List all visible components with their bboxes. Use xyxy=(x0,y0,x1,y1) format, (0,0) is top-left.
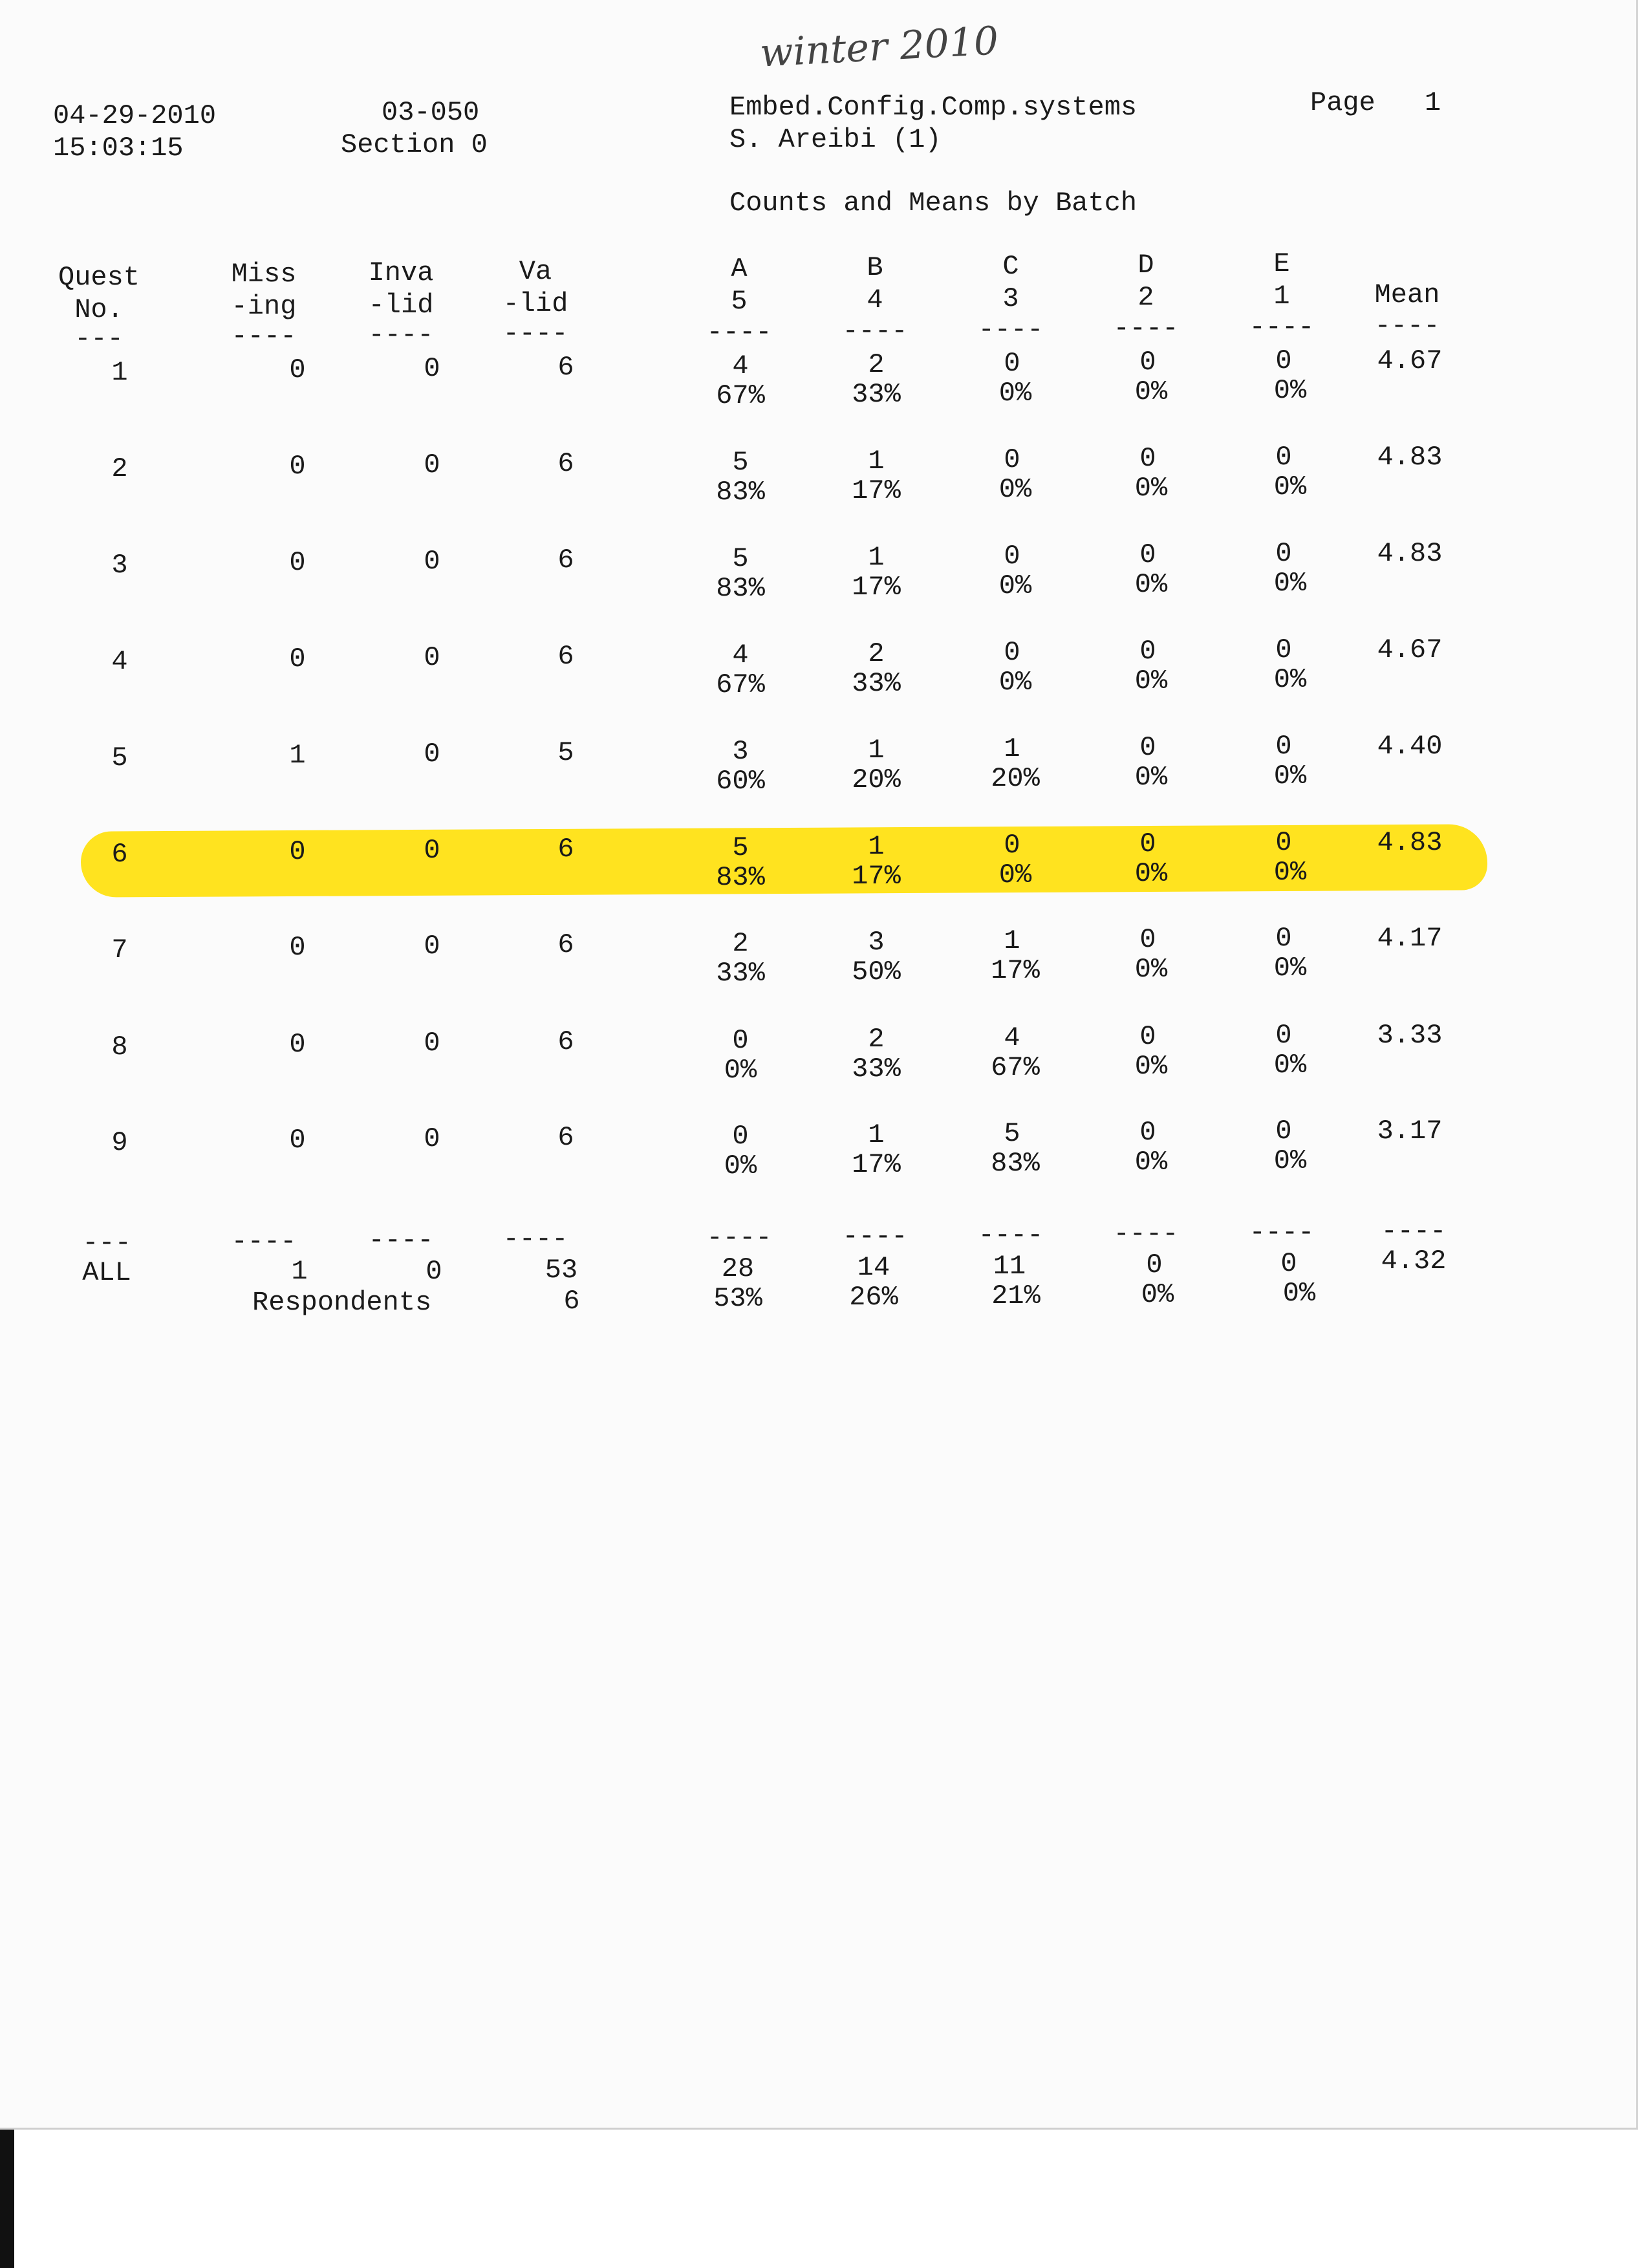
response-count: 0 xyxy=(1004,444,1020,475)
report-time: 15:03:15 xyxy=(53,133,184,164)
response-count: 0 xyxy=(732,1121,749,1152)
response-pct: 0% xyxy=(1273,375,1307,406)
totals-pct-e: 0% xyxy=(1282,1278,1316,1309)
response-pct: 0% xyxy=(1273,761,1307,792)
question-number: 9 xyxy=(111,1127,128,1158)
response-pct: 33% xyxy=(716,958,765,989)
mean-score: 4.40 xyxy=(1377,731,1443,762)
response-pct: 0% xyxy=(1134,1147,1168,1178)
response-pct: 20% xyxy=(852,764,901,795)
response-count: 3 xyxy=(732,736,749,767)
response-pct: 0% xyxy=(1134,473,1168,504)
response-count: 0 xyxy=(1139,1021,1156,1052)
missing-count: 0 xyxy=(289,836,306,867)
response-count: 0 xyxy=(1139,636,1156,667)
response-count: 1 xyxy=(868,831,885,862)
valid-count: 6 xyxy=(557,641,574,672)
response-count: 0 xyxy=(1275,442,1292,473)
missing-count: 0 xyxy=(289,354,306,385)
totals-mean: 4.32 xyxy=(1381,1246,1447,1277)
invalid-count: 0 xyxy=(424,449,440,481)
section-label: Section 0 xyxy=(341,129,488,160)
mean-score: 3.33 xyxy=(1377,1020,1443,1051)
mean-score: 4.83 xyxy=(1377,442,1443,473)
question-number: 7 xyxy=(111,934,128,966)
response-count: 1 xyxy=(868,542,885,573)
response-count: 0 xyxy=(1275,634,1292,665)
response-pct: 17% xyxy=(852,475,901,506)
response-pct: 0% xyxy=(1134,858,1168,889)
totals-invalid: 0 xyxy=(426,1256,442,1287)
response-pct: 20% xyxy=(991,763,1040,794)
underline-total-valid: ---- xyxy=(502,1224,568,1255)
mean-score: 4.67 xyxy=(1377,634,1443,665)
invalid-count: 0 xyxy=(424,931,440,962)
invalid-count: 0 xyxy=(424,642,440,673)
invalid-count: 0 xyxy=(424,1028,440,1059)
response-count: 0 xyxy=(1275,731,1292,762)
response-count: 4 xyxy=(1004,1022,1020,1053)
respondents-label: Respondents xyxy=(252,1287,432,1318)
underline-total-b: ---- xyxy=(842,1221,908,1252)
response-count: 0 xyxy=(1004,541,1020,572)
response-count: 0 xyxy=(1139,443,1156,474)
missing-count: 0 xyxy=(289,547,306,578)
col-b-line2: 4 xyxy=(867,285,883,316)
valid-count: 5 xyxy=(557,737,574,768)
response-pct: 67% xyxy=(716,380,765,411)
course-code: 03-050 xyxy=(382,97,480,128)
response-pct: 0% xyxy=(724,1055,757,1086)
response-count: 1 xyxy=(1004,925,1020,956)
totals-count-d: 0 xyxy=(1146,1249,1163,1280)
response-pct: 17% xyxy=(852,861,901,892)
underline-total-e: ---- xyxy=(1249,1217,1315,1248)
response-pct: 0% xyxy=(1134,569,1168,600)
response-pct: 0% xyxy=(1134,665,1168,697)
report-date: 04-29-2010 xyxy=(53,100,217,131)
invalid-count: 0 xyxy=(424,739,440,770)
underline-e: ---- xyxy=(1249,312,1315,343)
underline-invalid: ---- xyxy=(368,319,434,351)
response-pct: 33% xyxy=(852,1053,901,1085)
col-invalid-line1: Inva xyxy=(368,257,434,288)
missing-count: 1 xyxy=(289,740,306,771)
col-missing-line2: -ing xyxy=(231,291,297,322)
response-pct: 0% xyxy=(998,378,1032,409)
totals-count-b: 14 xyxy=(857,1252,890,1283)
totals-pct-b: 26% xyxy=(849,1282,898,1313)
response-count: 2 xyxy=(732,928,749,959)
response-count: 0 xyxy=(1004,637,1020,668)
response-count: 2 xyxy=(868,1024,885,1055)
response-count: 0 xyxy=(1139,539,1156,570)
underline-b: ---- xyxy=(842,316,908,347)
response-count: 0 xyxy=(1275,345,1292,376)
col-quest-line2: No. xyxy=(74,294,124,325)
col-d-line2: 2 xyxy=(1137,282,1154,313)
col-c-line2: 3 xyxy=(1002,283,1019,314)
course-title: Embed.Config.Comp.systems xyxy=(729,92,1137,123)
underline-total-mean: ---- xyxy=(1381,1216,1447,1247)
underline-d: ---- xyxy=(1113,313,1179,344)
respondents-count: 6 xyxy=(563,1286,580,1317)
totals-count-a: 28 xyxy=(721,1253,755,1284)
totals-missing: 1 xyxy=(291,1256,308,1287)
question-number: 3 xyxy=(111,550,128,581)
response-count: 5 xyxy=(732,832,749,863)
totals-pct-c: 21% xyxy=(991,1280,1040,1312)
response-pct: 67% xyxy=(991,1052,1040,1083)
response-count: 4 xyxy=(732,351,749,382)
response-count: 0 xyxy=(1139,1117,1156,1148)
underline-mean: ---- xyxy=(1374,310,1440,341)
response-count: 0 xyxy=(732,1025,749,1056)
missing-count: 0 xyxy=(289,451,306,482)
report-title: Counts and Means by Batch xyxy=(729,188,1137,219)
response-count: 2 xyxy=(868,349,885,380)
response-pct: 67% xyxy=(716,669,765,700)
response-pct: 0% xyxy=(1273,857,1307,888)
response-count: 0 xyxy=(1275,1116,1292,1147)
question-number: 5 xyxy=(111,742,128,773)
valid-count: 6 xyxy=(557,834,574,865)
invalid-count: 0 xyxy=(424,353,440,384)
question-number: 4 xyxy=(111,646,128,677)
col-a-line2: 5 xyxy=(731,286,748,317)
totals-pct-d: 0% xyxy=(1141,1279,1174,1310)
response-pct: 83% xyxy=(716,862,765,893)
totals-count-c: 11 xyxy=(993,1251,1026,1282)
invalid-count: 0 xyxy=(424,835,440,866)
underline-c: ---- xyxy=(978,314,1044,345)
question-number: 6 xyxy=(111,839,128,870)
mean-score: 4.17 xyxy=(1377,923,1443,954)
col-invalid-line2: -lid xyxy=(368,290,434,321)
response-pct: 0% xyxy=(1273,1145,1307,1176)
response-count: 0 xyxy=(1139,732,1156,763)
col-a-line1: A xyxy=(731,254,748,285)
response-count: 0 xyxy=(1004,348,1020,379)
question-number: 2 xyxy=(111,453,128,484)
valid-count: 6 xyxy=(557,929,574,960)
response-count: 0 xyxy=(1275,538,1292,569)
question-number: 8 xyxy=(111,1031,128,1063)
col-valid-line1: Va xyxy=(519,256,552,287)
missing-count: 0 xyxy=(289,643,306,675)
underline-total-d: ---- xyxy=(1113,1218,1179,1249)
response-pct: 0% xyxy=(1273,471,1307,502)
underline-total-quest: --- xyxy=(82,1227,131,1258)
response-pct: 0% xyxy=(1134,1051,1168,1082)
response-pct: 33% xyxy=(852,668,901,699)
underline-total-a: ---- xyxy=(706,1222,772,1253)
instructor-name: S. Areibi (1) xyxy=(729,124,942,155)
response-count: 0 xyxy=(1275,923,1292,954)
response-count: 4 xyxy=(732,640,749,671)
response-pct: 0% xyxy=(1273,568,1307,599)
response-pct: 0% xyxy=(1134,376,1168,407)
response-pct: 0% xyxy=(1134,762,1168,793)
invalid-count: 0 xyxy=(424,1123,440,1154)
response-pct: 0% xyxy=(724,1150,757,1182)
response-pct: 17% xyxy=(852,572,901,603)
missing-count: 0 xyxy=(289,932,306,963)
valid-count: 6 xyxy=(557,1026,574,1057)
response-count: 5 xyxy=(1004,1118,1020,1149)
col-mean: Mean xyxy=(1374,279,1440,310)
response-count: 0 xyxy=(1275,827,1292,858)
totals-valid: 53 xyxy=(544,1255,578,1286)
mean-score: 3.17 xyxy=(1377,1116,1443,1147)
valid-count: 6 xyxy=(557,352,574,383)
response-pct: 33% xyxy=(852,379,901,410)
response-pct: 17% xyxy=(991,955,1040,986)
underline-quest: --- xyxy=(74,323,124,354)
response-count: 0 xyxy=(1004,830,1020,861)
underline-a: ---- xyxy=(706,317,772,348)
handwritten-note: winter 2010 xyxy=(759,18,1000,76)
underline-missing: ---- xyxy=(231,321,297,352)
response-pct: 0% xyxy=(998,570,1032,601)
mean-score: 4.67 xyxy=(1377,345,1443,376)
response-pct: 17% xyxy=(852,1149,901,1180)
col-e-line1: E xyxy=(1273,248,1290,279)
col-valid-line2: -lid xyxy=(502,288,568,319)
col-missing-line1: Miss xyxy=(231,259,297,290)
response-pct: 0% xyxy=(998,667,1032,698)
totals-count-e: 0 xyxy=(1280,1248,1297,1279)
valid-count: 6 xyxy=(557,1122,574,1153)
response-count: 0 xyxy=(1139,347,1156,378)
response-pct: 83% xyxy=(716,573,765,604)
response-count: 1 xyxy=(1004,733,1020,764)
response-pct: 0% xyxy=(998,474,1032,505)
missing-count: 0 xyxy=(289,1125,306,1156)
response-count: 1 xyxy=(868,735,885,766)
page-number: 1 xyxy=(1425,87,1441,118)
response-count: 5 xyxy=(732,447,749,478)
underline-total-missing: ---- xyxy=(231,1226,297,1257)
col-d-line1: D xyxy=(1137,250,1154,281)
underline-total-invalid: ---- xyxy=(368,1225,434,1256)
response-count: 1 xyxy=(868,1119,885,1150)
totals-label: ALL xyxy=(82,1257,131,1288)
totals-pct-a: 53% xyxy=(713,1283,762,1314)
response-count: 0 xyxy=(1139,924,1156,955)
response-count: 3 xyxy=(868,927,885,958)
response-pct: 0% xyxy=(998,859,1032,891)
response-pct: 0% xyxy=(1273,953,1307,984)
response-count: 2 xyxy=(868,638,885,669)
valid-count: 6 xyxy=(557,545,574,576)
col-e-line2: 1 xyxy=(1273,281,1290,312)
response-pct: 0% xyxy=(1273,664,1307,695)
response-pct: 0% xyxy=(1273,1050,1307,1081)
missing-count: 0 xyxy=(289,1029,306,1060)
response-count: 0 xyxy=(1139,828,1156,859)
underline-valid: ---- xyxy=(502,318,568,349)
question-number: 1 xyxy=(111,357,128,388)
page-label: Page xyxy=(1310,87,1375,118)
mean-score: 4.83 xyxy=(1377,538,1443,569)
response-pct: 83% xyxy=(716,477,765,508)
underline-total-c: ---- xyxy=(978,1220,1044,1251)
response-count: 0 xyxy=(1275,1020,1292,1051)
response-pct: 50% xyxy=(852,956,901,988)
mean-score: 4.83 xyxy=(1377,827,1443,858)
response-pct: 60% xyxy=(716,766,765,797)
response-pct: 83% xyxy=(991,1148,1040,1179)
col-b-line1: B xyxy=(867,252,883,283)
response-pct: 0% xyxy=(1134,954,1168,985)
col-c-line1: C xyxy=(1002,251,1019,282)
invalid-count: 0 xyxy=(424,546,440,577)
valid-count: 6 xyxy=(557,448,574,479)
response-count: 5 xyxy=(732,543,749,574)
col-quest-line1: Quest xyxy=(58,262,140,293)
response-count: 1 xyxy=(868,446,885,477)
